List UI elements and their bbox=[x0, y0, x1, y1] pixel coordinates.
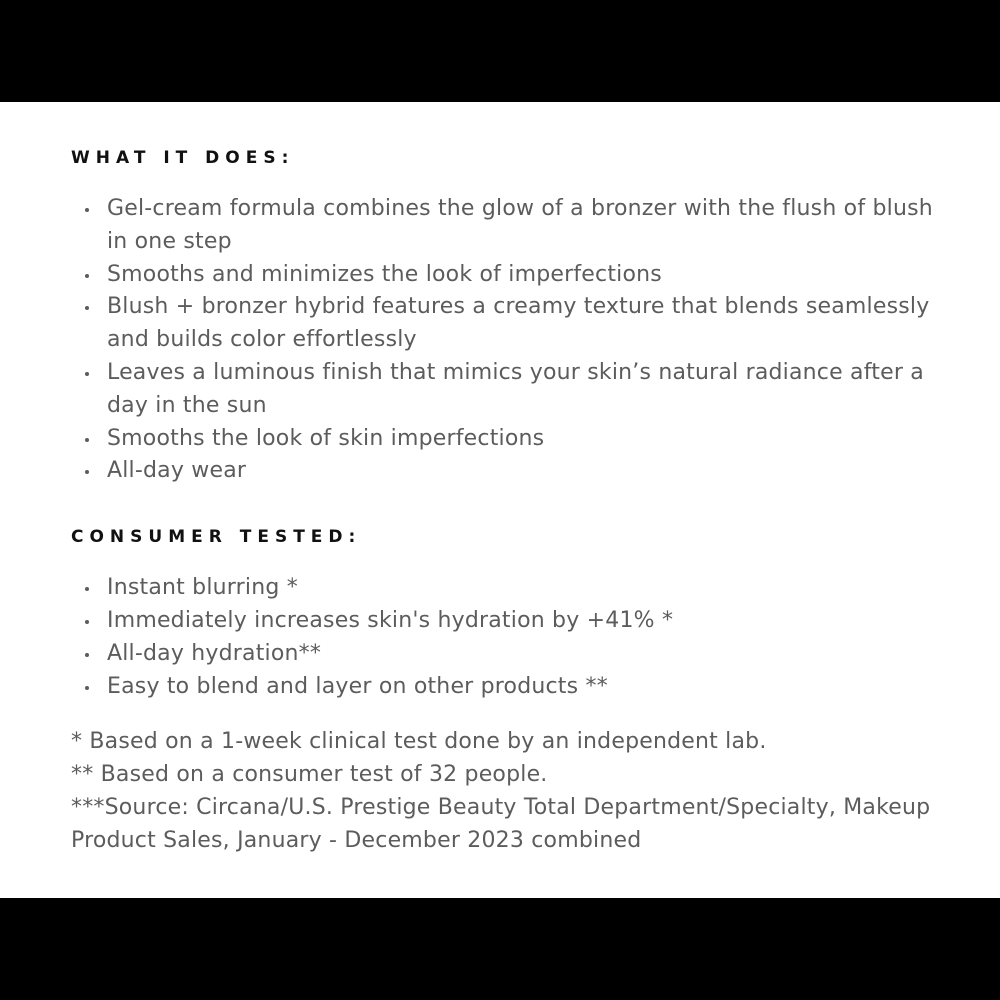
list-item: All-day wear bbox=[71, 455, 951, 488]
bullet-icon bbox=[85, 306, 89, 310]
footnote-clinical-test: * Based on a 1-week clinical test done by an independent lab. bbox=[71, 729, 767, 755]
list-item: Smooths the look of skin imperfections bbox=[71, 423, 951, 456]
bullet-icon bbox=[85, 274, 89, 278]
bullet-icon bbox=[85, 653, 89, 657]
consumer-tested-heading: CONSUMER TESTED: bbox=[71, 527, 362, 548]
top-letterbox-bar bbox=[0, 0, 1000, 102]
list-item: Immediately increases skin's hydration by +41% * bbox=[71, 605, 951, 638]
list-item: Instant blurring * bbox=[71, 572, 951, 605]
bullet-icon bbox=[85, 620, 89, 624]
bullet-icon bbox=[85, 208, 89, 212]
what-it-does-heading: WHAT IT DOES: bbox=[71, 148, 295, 168]
list-item: Blush + bronzer hybrid features a creamy texture that blends seamlessly and builds color effortlessly bbox=[71, 291, 951, 357]
list-item: Leaves a luminous finish that mimics your skin’s natural radiance after a day in the sun bbox=[71, 357, 951, 423]
list-item: Smooths and minimizes the look of imperfections bbox=[71, 259, 951, 292]
footnote-source: ***Source: Circana/U.S. Prestige Beauty Total Department/Specialty, Makeup Product Sales, January - December 2023 combined bbox=[71, 794, 931, 853]
bullet-icon bbox=[85, 372, 89, 376]
bullet-icon bbox=[85, 587, 89, 591]
product-details-panel bbox=[0, 102, 1000, 898]
bullet-icon bbox=[85, 686, 89, 690]
consumer-tested-list bbox=[71, 572, 951, 703]
list-item: Gel-cream formula combines the glow of a bronzer with the flush of blush in one step bbox=[71, 193, 951, 259]
what-it-does-list bbox=[71, 193, 951, 488]
list-item: All-day hydration** bbox=[71, 638, 951, 671]
footnotes bbox=[71, 726, 971, 857]
list-item: Easy to blend and layer on other products ** bbox=[71, 671, 951, 704]
bottom-letterbox-bar bbox=[0, 898, 1000, 1000]
bullet-icon bbox=[85, 470, 89, 474]
footnote-consumer-test: ** Based on a consumer test of 32 people. bbox=[71, 762, 548, 788]
bullet-icon bbox=[85, 438, 89, 442]
